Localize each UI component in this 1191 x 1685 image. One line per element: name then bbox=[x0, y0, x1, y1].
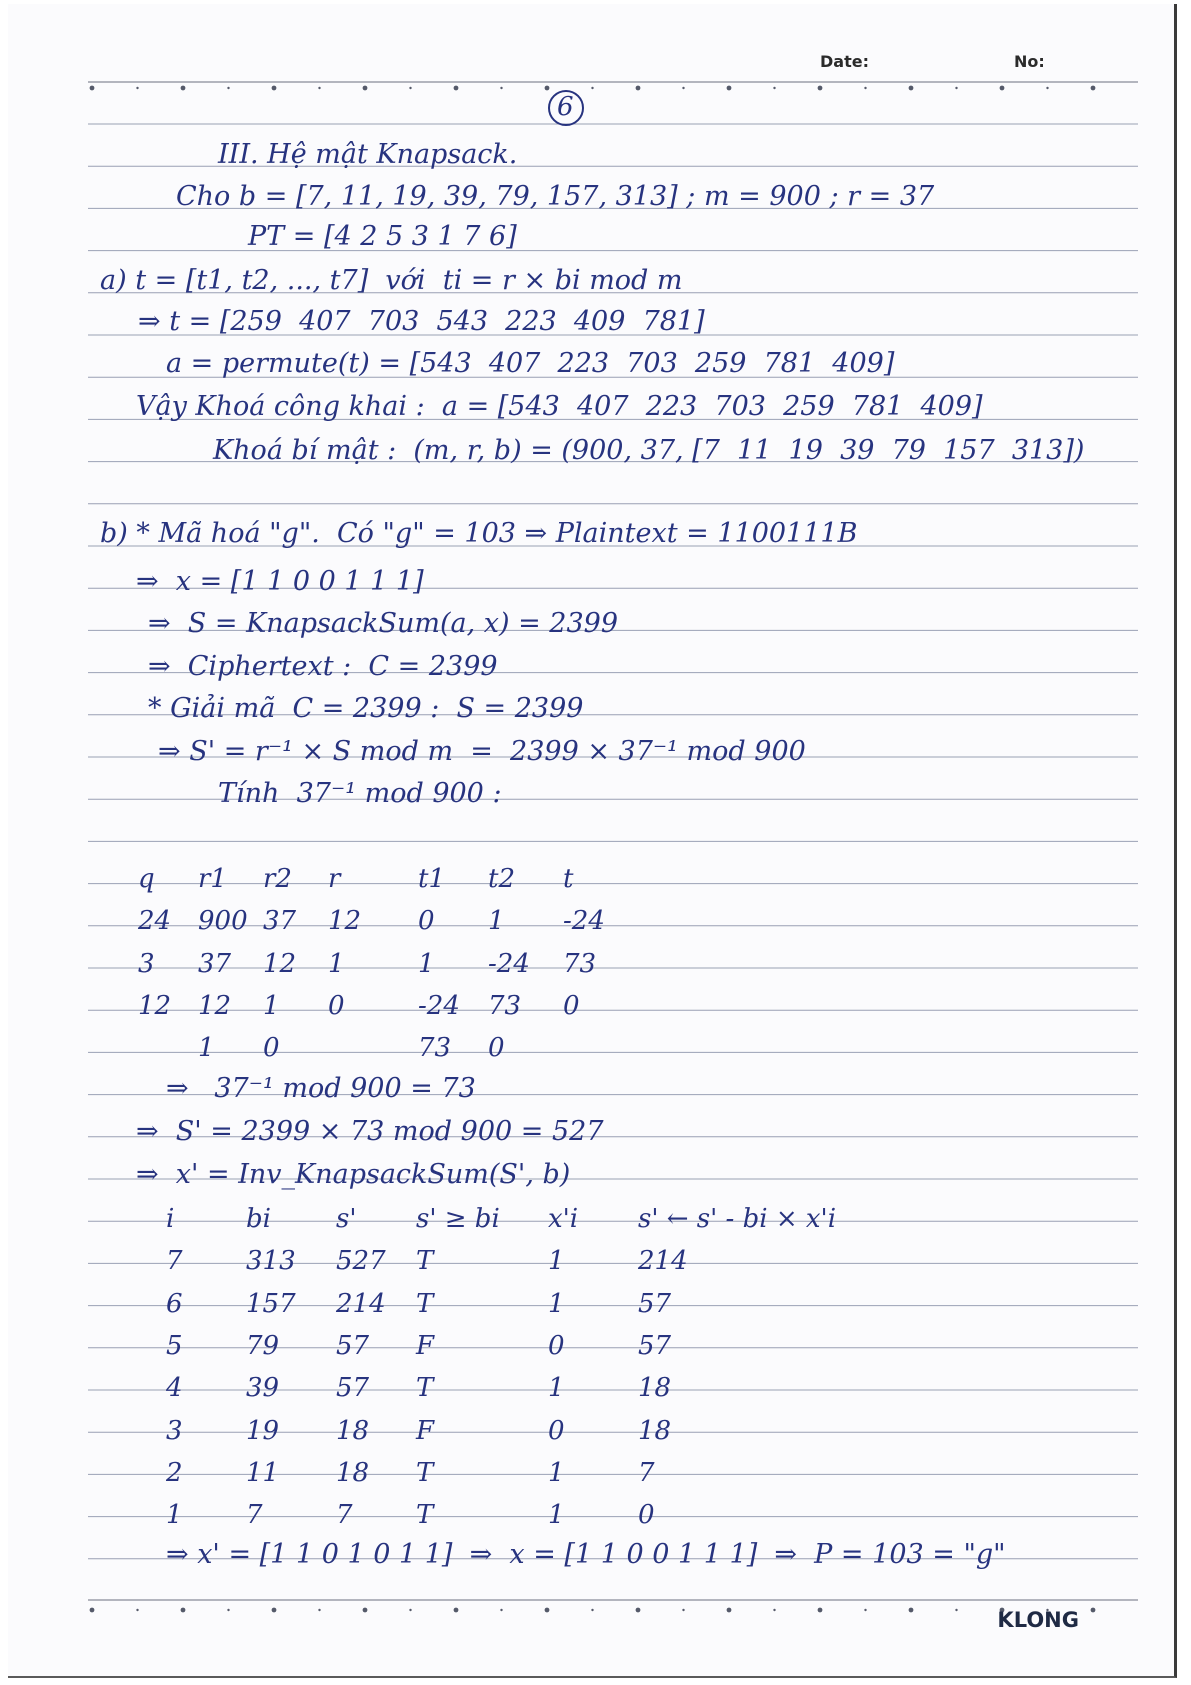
inv-cell: 313 bbox=[246, 1246, 296, 1277]
given-line: Cho b = [7, 11, 19, 39, 79, 157, 313] ; m = 900 ; r = 37 bbox=[176, 181, 935, 212]
euclid-cell: 1 bbox=[198, 1033, 215, 1064]
s-prime-result-line: ⇒ S' = 2399 × 73 mod 900 = 527 bbox=[136, 1116, 604, 1147]
euclid-cell: 73 bbox=[418, 1033, 452, 1064]
inv-cell: 214 bbox=[336, 1288, 386, 1319]
euclid-cell: 0 bbox=[563, 990, 580, 1021]
inv-cell: 57 bbox=[336, 1330, 370, 1361]
inv-cell: 0 bbox=[548, 1330, 565, 1361]
inv-cell: 214 bbox=[638, 1246, 688, 1277]
permutation-line: PT = [4 2 5 3 1 7 6] bbox=[248, 221, 517, 252]
date-label: Date: bbox=[820, 52, 869, 71]
euclid-cell: 0 bbox=[488, 1033, 505, 1064]
euclid-header: t2 bbox=[488, 864, 515, 894]
ciphertext-line: ⇒ Ciphertext : C = 2399 bbox=[148, 651, 498, 682]
brand-logo: KLONG bbox=[997, 1608, 1079, 1632]
euclid-cell: 73 bbox=[563, 948, 597, 979]
inv-cell: 527 bbox=[336, 1246, 386, 1277]
inv-knapsack-line: ⇒ x' = Inv_KnapsackSum(S', b) bbox=[136, 1159, 571, 1190]
euclid-header: r1 bbox=[198, 864, 227, 894]
knapsack-sum-line: ⇒ S = KnapsackSum(a, x) = 2399 bbox=[148, 608, 618, 639]
final-result-line: ⇒ x' = [1 1 0 1 0 1 1] ⇒ x = [1 1 0 0 1 1 1] ⇒ P = 103 = "g" bbox=[166, 1539, 1006, 1570]
inv-cell: 79 bbox=[246, 1330, 280, 1361]
inv-cell: 39 bbox=[246, 1373, 280, 1404]
inv-cell: 18 bbox=[638, 1373, 672, 1404]
inv-cell: T bbox=[416, 1288, 434, 1319]
section-title: III. Hệ mật Knapsack. bbox=[218, 139, 518, 170]
euclid-cell: 24 bbox=[138, 906, 172, 937]
euclid-cell: 37 bbox=[198, 948, 232, 979]
inv-cell: 5 bbox=[166, 1330, 183, 1361]
inv-cell: 1 bbox=[166, 1500, 183, 1531]
inv-cell: 57 bbox=[336, 1373, 370, 1404]
inv-cell: T bbox=[416, 1373, 434, 1404]
euclid-cell: -24 bbox=[418, 990, 460, 1021]
euclid-header: r2 bbox=[263, 864, 292, 894]
euclid-cell: 1 bbox=[328, 948, 345, 979]
inv-cell: 157 bbox=[246, 1288, 296, 1319]
inverse-compute-line: Tính 37⁻¹ mod 900 : bbox=[218, 778, 502, 809]
inv-header: s' ≥ bi bbox=[416, 1204, 500, 1234]
inv-cell: 1 bbox=[548, 1288, 565, 1319]
euclid-header: t1 bbox=[418, 864, 445, 894]
inv-cell: 19 bbox=[246, 1415, 280, 1446]
inv-cell: 3 bbox=[166, 1415, 183, 1446]
euclid-cell: 73 bbox=[488, 990, 522, 1021]
notebook-page bbox=[8, 4, 1177, 1678]
part-a-line: a) t = [t1, t2, ..., t7] với ti = r × bi mod m bbox=[100, 265, 683, 296]
inv-header: bi bbox=[246, 1204, 271, 1234]
inv-cell: 18 bbox=[336, 1457, 370, 1488]
page-number: 6 bbox=[557, 92, 574, 122]
euclid-header: q bbox=[138, 864, 155, 894]
s-prime-line: ⇒ S' = r⁻¹ × S mod m = 2399 × 37⁻¹ mod 900 bbox=[158, 736, 806, 767]
inv-cell: 1 bbox=[548, 1373, 565, 1404]
ruled-lines bbox=[8, 4, 1174, 1676]
euclid-cell: 1 bbox=[263, 990, 280, 1021]
inverse-result-line: ⇒ 37⁻¹ mod 900 = 73 bbox=[166, 1073, 476, 1104]
permute-line: a = permute(t) = [543 407 223 703 259 781 409] bbox=[166, 348, 895, 379]
euclid-cell: 3 bbox=[138, 948, 155, 979]
inv-cell: F bbox=[416, 1415, 435, 1446]
x-vector-line: ⇒ x = [1 1 0 0 1 1 1] bbox=[136, 566, 424, 597]
inv-header: s' bbox=[336, 1204, 357, 1234]
inv-cell: 7 bbox=[336, 1500, 353, 1531]
euclid-cell: 12 bbox=[198, 990, 232, 1021]
decrypt-line: * Giải mã C = 2399 : S = 2399 bbox=[148, 693, 584, 724]
euclid-header: r bbox=[328, 864, 341, 894]
inv-header: x'i bbox=[548, 1204, 579, 1234]
inv-cell: 1 bbox=[548, 1500, 565, 1531]
t-vector-line: ⇒ t = [259 407 703 543 223 409 781] bbox=[138, 306, 705, 337]
inv-cell: T bbox=[416, 1246, 434, 1277]
euclid-cell: 1 bbox=[488, 906, 505, 937]
inv-cell: 0 bbox=[548, 1415, 565, 1446]
euclid-cell: 0 bbox=[418, 906, 435, 937]
inv-cell: 57 bbox=[638, 1288, 672, 1319]
inv-cell: 18 bbox=[638, 1415, 672, 1446]
euclid-cell: 0 bbox=[328, 990, 345, 1021]
public-key-line: Vậy Khoá công khai : a = [543 407 223 703 259 781 409] bbox=[136, 391, 983, 422]
inv-cell: 0 bbox=[638, 1500, 655, 1531]
euclid-cell: 37 bbox=[263, 906, 297, 937]
inv-cell: T bbox=[416, 1500, 434, 1531]
euclid-cell: -24 bbox=[563, 906, 605, 937]
inv-cell: 7 bbox=[246, 1500, 263, 1531]
euclid-cell: 12 bbox=[138, 990, 172, 1021]
inv-cell: 4 bbox=[166, 1373, 183, 1404]
inv-cell: 18 bbox=[336, 1415, 370, 1446]
private-key-line: Khoá bí mật : (m, r, b) = (900, 37, [7 11 19 39 79 157 313]) bbox=[213, 435, 1085, 466]
euclid-cell: 1 bbox=[418, 948, 435, 979]
inv-cell: F bbox=[416, 1330, 435, 1361]
inv-cell: 11 bbox=[246, 1457, 280, 1488]
inv-cell: 2 bbox=[166, 1457, 183, 1488]
inv-header: i bbox=[166, 1204, 175, 1234]
euclid-cell: 900 bbox=[198, 906, 248, 937]
no-label: No: bbox=[1014, 52, 1045, 71]
inv-cell: 7 bbox=[166, 1246, 183, 1277]
euclid-cell: 12 bbox=[328, 906, 362, 937]
inv-cell: 6 bbox=[166, 1288, 183, 1319]
euclid-cell: 0 bbox=[263, 1033, 280, 1064]
euclid-cell: -24 bbox=[488, 948, 530, 979]
inv-cell: 57 bbox=[638, 1330, 672, 1361]
inv-cell: T bbox=[416, 1457, 434, 1488]
inv-cell: 1 bbox=[548, 1457, 565, 1488]
inv-cell: 7 bbox=[638, 1457, 655, 1488]
inv-header: s' ← s' - bi × x'i bbox=[638, 1204, 837, 1234]
part-b-line: b) * Mã hoá "g". Có "g" = 103 ⇒ Plaintext = 1100111B bbox=[100, 518, 858, 549]
euclid-cell: 12 bbox=[263, 948, 297, 979]
inv-cell: 1 bbox=[548, 1246, 565, 1277]
euclid-header: t bbox=[563, 864, 574, 894]
